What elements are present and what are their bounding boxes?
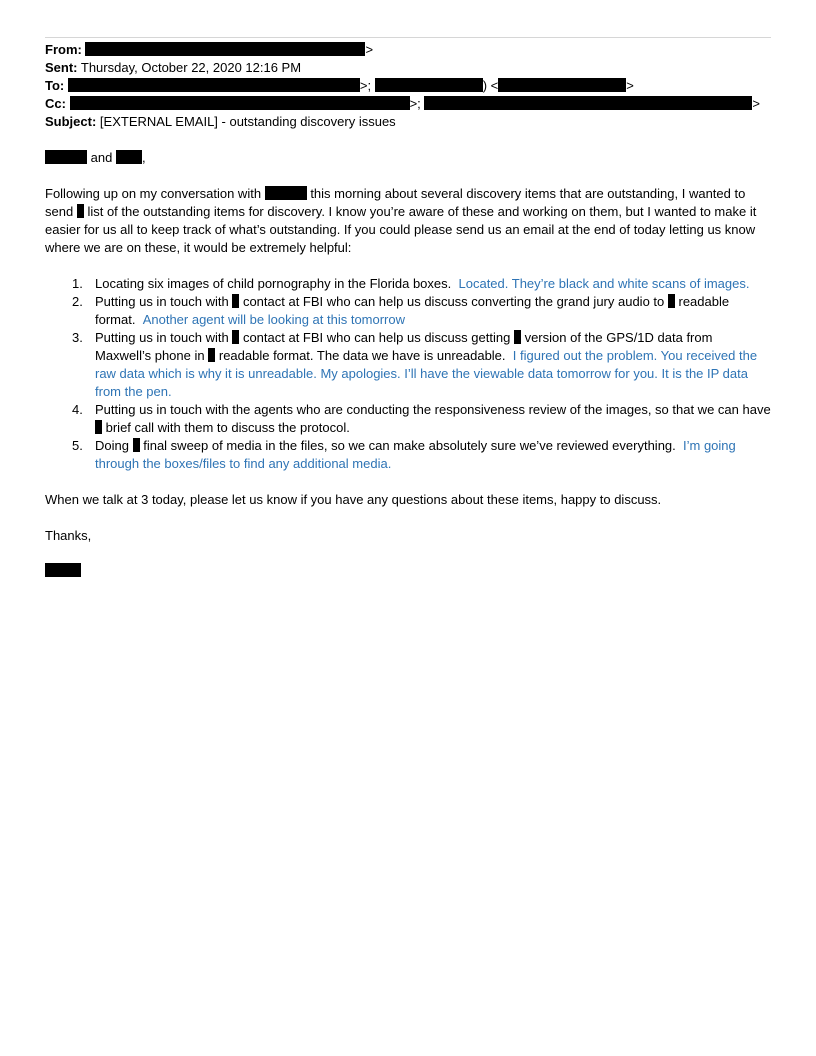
redaction (45, 150, 87, 164)
from-suffix: > (365, 42, 374, 57)
sent-line (45, 59, 771, 77)
redaction (95, 420, 102, 434)
email-body (45, 149, 771, 577)
cc-label: Cc: (45, 96, 66, 111)
redaction (116, 150, 142, 164)
discovery-items-list (45, 275, 771, 473)
list-item: 1. Locating six images of child pornography in the Florida boxes. Located. They’re black and white scans of images. (72, 276, 750, 291)
cc-suffix: > (752, 96, 761, 111)
response-text: Located. They’re black and white scans of images. (458, 276, 750, 291)
signature-redaction (45, 563, 81, 577)
cc-sep: >; (409, 96, 421, 111)
list-item: 4. Putting us in touch with the agents who are conducting the responsiveness review of the images, so that we can have brief call with them to discuss the protocol. (72, 402, 771, 435)
cc-line (45, 95, 771, 113)
response-text: I figured out the problem. You received the raw data which is why it is unreadable. My apologies. I’ll have the viewable data tomorrow for you. It is the IP data from the pen. (95, 348, 758, 399)
redaction (85, 42, 365, 56)
redaction (68, 78, 360, 92)
redaction (424, 96, 752, 110)
intro-paragraph: Following up on my conversation with this morning about several discovery items that are outstanding, I wanted to send list of the outstanding items for discovery. I know you’re aware of these and working on them, but I wanted to make it easier for us all to keep track of what’s outstanding. If you could please send us an email at the end of today letting us know where we are on these, it would be extremely helpful: (45, 186, 757, 255)
redaction (498, 78, 626, 92)
from-label: From: (45, 42, 82, 57)
response-text: Another agent will be looking at this tomorrow (142, 312, 406, 327)
redaction (70, 96, 410, 110)
closing-paragraph: When we talk at 3 today, please let us know if you have any questions about these items, happy to discuss. (45, 492, 662, 507)
to-sep: ) < (482, 78, 499, 93)
redaction (208, 348, 215, 362)
response-text: I’m going through the boxes/files to find any additional media. (95, 438, 736, 471)
list-item: 2. Putting us in touch with contact at FBI who can help us discuss converting the grand jury audio to readable format. Another agent will be looking at this tomorrow (72, 294, 730, 327)
to-suffix: > (626, 78, 634, 93)
subject-line (45, 113, 771, 131)
greeting-comma: , (141, 150, 146, 165)
redaction (668, 294, 675, 308)
greeting (45, 149, 771, 167)
subject-label: Subject: (45, 114, 97, 129)
to-label: To: (45, 78, 65, 93)
email-header (45, 41, 771, 131)
to-sep: >; (359, 78, 372, 93)
redaction (375, 78, 483, 92)
redaction (232, 330, 239, 344)
list-item: 5. Doing final sweep of media in the files, so we can make absolutely sure we’ve reviewed everything. I’m going through the boxes/files to find any additional media. (72, 438, 736, 471)
redaction (514, 330, 521, 344)
sent-label: Sent: (45, 60, 78, 75)
sign-off: Thanks, (45, 528, 92, 543)
redaction (265, 186, 307, 200)
header-divider (45, 37, 771, 38)
redaction (133, 438, 140, 452)
from-line (45, 41, 771, 59)
redaction (77, 204, 84, 218)
list-item: 3. Putting us in touch with contact at FBI who can help us discuss getting version of the GPS/1D data from Maxwell’s phone in readable format. The data we have is unreadable. I figured out the problem. You received the raw data which is why it is unreadable. My apologies. I’ll have the viewable data tomorrow for you. It is the IP data from the pen. (72, 330, 758, 399)
sent-value: Thursday, October 22, 2020 12:16 PM (80, 60, 302, 75)
subject-value: [EXTERNAL EMAIL] - outstanding discovery issues (99, 114, 396, 129)
redaction (232, 294, 239, 308)
greeting-and: and (90, 150, 113, 165)
to-line (45, 77, 771, 95)
